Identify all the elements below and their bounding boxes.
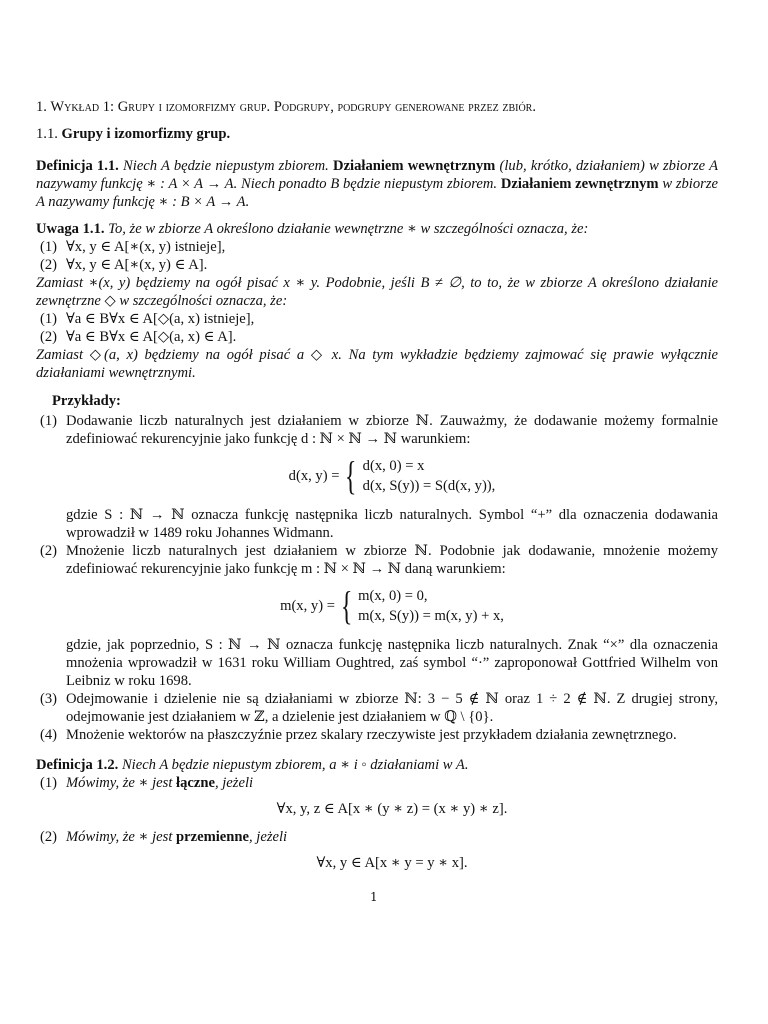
definition-head: Definicja 1.1. bbox=[36, 158, 119, 174]
definition-text: (lub, krótko, działaniem) w zbiorze A nazywamy funkcję ∗ : A × A → A. Niech ponadto B będzie niepustym zbiorem. bbox=[36, 158, 719, 192]
item-number: (4) bbox=[40, 727, 58, 743]
example-item bbox=[36, 690, 718, 726]
remark-middle: Zamiast ∗(x, y) będziemy na ogół pisać x ∗ y. Podobnie, jeśli B ≠ ∅, to to, że w zbiorze A określono działanie zewnętrzne ◇ w szczególności oznacza, że: bbox=[36, 275, 718, 309]
remark-end: Zamiast ◇(a, x) będziemy na ogół pisać a ◇ x. Na tym wykładzie będziemy zajmować się prawie wyłącznie działaniami wewnętrznymi. bbox=[36, 347, 718, 381]
case-line: d(x, 0) = x bbox=[362, 458, 425, 474]
defined-term: przemienne bbox=[176, 829, 249, 845]
list-item bbox=[36, 310, 718, 328]
examples-title: Przykłady: bbox=[52, 393, 121, 409]
remark-head: Uwaga 1.1. bbox=[36, 221, 105, 237]
formula-display: ∀x, y, z ∈ A[x ∗ (y ∗ z) = (x ∗ y) ∗ z]. bbox=[276, 801, 508, 817]
example-text: gdzie S : ℕ → ℕ oznacza funkcję następnika liczb naturalnych. Symbol “+” dla oznaczenia dodawania wprowadził w 1489 roku Johannes Widmann. bbox=[66, 507, 718, 541]
item-text: ∀a ∈ B∀x ∈ A[◇(a, x) istnieje], bbox=[66, 311, 255, 327]
list-item bbox=[36, 256, 718, 274]
example-item bbox=[36, 542, 718, 690]
remark-intro: To, że w zbiorze A określono działanie wewnętrzne ∗ w szczególności oznacza, że: bbox=[108, 221, 589, 237]
case-lines bbox=[358, 586, 504, 626]
section-title: Grupy i izomorfizmy grup. bbox=[61, 126, 231, 142]
item-text: ∀x, y ∈ A[∗(x, y) ∈ A]. bbox=[66, 257, 208, 273]
definition-1-2 bbox=[36, 756, 718, 872]
formula-display: ∀x, y ∈ A[x ∗ y = y ∗ x]. bbox=[316, 855, 468, 871]
case-lines bbox=[363, 456, 496, 496]
item-number: (1) bbox=[40, 413, 58, 429]
equation-lhs: d(x, y) = bbox=[288, 468, 340, 484]
example-text: Dodawanie liczb naturalnych jest działaniem w zbiorze ℕ. Zauważmy, że dodawanie możemy formalnie zdefiniować rekurencyjnie jako funkcję d : ℕ × ℕ → ℕ warunkiem: bbox=[66, 413, 718, 447]
equation-display bbox=[66, 453, 718, 498]
definition-term: Działaniem zewnętrznym bbox=[500, 176, 659, 192]
item-number: (2) bbox=[40, 257, 58, 273]
list-item bbox=[36, 774, 718, 818]
definition-list bbox=[36, 774, 718, 872]
example-item bbox=[36, 726, 718, 744]
item-text: , jeżeli bbox=[249, 829, 288, 845]
item-text: Mówimy, że ∗ jest bbox=[66, 775, 173, 791]
definition-1-1 bbox=[36, 157, 718, 211]
case-line: m(x, 0) = 0, bbox=[358, 588, 428, 604]
remark-list-1 bbox=[36, 238, 718, 274]
item-text: , jeżeli bbox=[214, 775, 254, 791]
definition-text: Niech A będzie niepustym zbiorem, a ∗ i ◦ działaniami w A. bbox=[121, 757, 469, 773]
document-page bbox=[36, 98, 718, 882]
example-text: Odejmowanie i dzielenie nie są działaniami w zbiorze ℕ: 3 − 5 ∉ ℕ oraz 1 ÷ 2 ∉ ℕ. Z drugiej strony, odejmowanie jest działaniem w ℤ, a dzielenie jest działaniem w ℚ \ {0}. bbox=[66, 691, 718, 725]
remark-1-1 bbox=[36, 220, 718, 382]
example-text: Mnożenie liczb naturalnych jest działaniem w zbiorze ℕ. Podobnie jak dodawanie, mnożenie możemy zdefiniować rekurencyjnie jako funkcję m : ℕ × ℕ → ℕ daną warunkiem: bbox=[66, 543, 718, 577]
equation-display bbox=[66, 583, 718, 628]
item-number: (1) bbox=[40, 311, 58, 327]
item-text: ∀a ∈ B∀x ∈ A[◇(a, x) ∈ A]. bbox=[66, 329, 237, 345]
item-number: (3) bbox=[40, 691, 58, 707]
example-item bbox=[36, 412, 718, 542]
item-text: ∀x, y ∈ A[∗(x, y) istnieje], bbox=[66, 239, 226, 255]
item-number: (1) bbox=[40, 775, 58, 791]
examples-list bbox=[36, 412, 718, 744]
defined-term: łączne bbox=[176, 775, 215, 791]
brace-symbol: { bbox=[345, 453, 357, 498]
item-number: (2) bbox=[40, 543, 58, 559]
example-text: gdzie, jak poprzednio, S : ℕ → ℕ oznacza funkcję następnika liczb naturalnych. Znak “×” dla oznaczenia mnożenia wprowadził w 1631 roku William Oughtred, zaś symbol “·” zaproponował Gottfried Wilhelm von Leibniz w roku 1698. bbox=[66, 637, 718, 689]
brace-symbol: { bbox=[340, 583, 353, 628]
case-line: d(x, S(y)) = S(d(x, y)), bbox=[362, 478, 496, 494]
case-line: m(x, S(y)) = m(x, y) + x, bbox=[358, 608, 504, 624]
definition-text: Niech A będzie niepustym zbiorem. bbox=[123, 158, 329, 174]
list-item bbox=[36, 828, 718, 872]
definition-head: Definicja 1.2. bbox=[36, 757, 119, 773]
chapter-title: 1. Wykład 1: Grupy i izomorfizmy grup. Podgrupy, podgrupy generowane przez zbiór. bbox=[36, 99, 537, 115]
list-item bbox=[36, 328, 718, 346]
section-number: 1.1. bbox=[36, 126, 58, 142]
item-number: (2) bbox=[40, 329, 58, 345]
piecewise-equation bbox=[288, 453, 496, 498]
section-heading bbox=[36, 125, 718, 143]
example-text: Mnożenie wektorów na płaszczyźnie przez skalary rzeczywiste jest przykładem działania zewnętrznego. bbox=[66, 727, 677, 743]
item-number: (2) bbox=[40, 829, 58, 845]
list-item bbox=[36, 238, 718, 256]
definition-term: Działaniem wewnętrznym bbox=[333, 158, 496, 174]
remark-list-2 bbox=[36, 310, 718, 346]
page-number: 1 bbox=[370, 890, 378, 904]
definition-text: w zbiorze A nazywamy funkcję ∗ : B × A → A. bbox=[36, 176, 718, 210]
item-text: Mówimy, że ∗ jest bbox=[66, 829, 173, 845]
piecewise-equation bbox=[280, 583, 504, 628]
item-number: (1) bbox=[40, 239, 58, 255]
equation-lhs: m(x, y) = bbox=[280, 598, 335, 614]
